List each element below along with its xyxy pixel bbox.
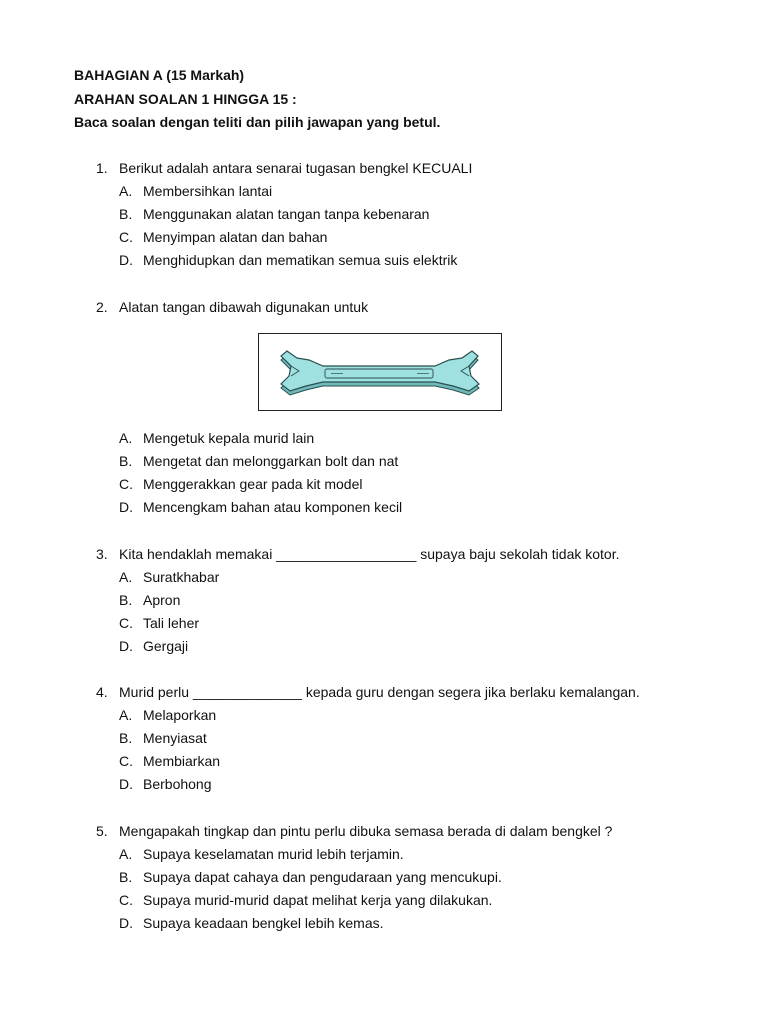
option-text: Melaporkan xyxy=(143,707,217,723)
question-4 xyxy=(96,684,736,799)
option-c[interactable] xyxy=(96,892,736,915)
question-3 xyxy=(96,546,736,661)
question-stem xyxy=(96,684,736,707)
option-text: Membiarkan xyxy=(143,753,221,769)
option-c[interactable] xyxy=(96,615,736,638)
option-letter: A. xyxy=(119,430,133,446)
option-a[interactable] xyxy=(96,569,736,592)
option-letter: D. xyxy=(119,252,133,268)
question-stem xyxy=(96,160,736,183)
option-b[interactable] xyxy=(96,730,736,753)
question-stem xyxy=(96,546,736,569)
option-text: Apron xyxy=(143,592,181,608)
option-letter: D. xyxy=(119,638,133,654)
option-letter: B. xyxy=(119,206,133,222)
instruction-title: ARAHAN SOALAN 1 HINGGA 15 : xyxy=(74,91,297,107)
option-b[interactable] xyxy=(96,206,736,229)
question-text: Kita hendaklah memakai __________________ supaya baju sekolah tidak kotor. xyxy=(119,546,620,562)
option-text: Gergaji xyxy=(143,638,189,654)
option-d[interactable] xyxy=(96,638,736,661)
question-2-options xyxy=(96,430,736,522)
question-stem xyxy=(96,823,736,846)
option-letter: D. xyxy=(119,776,133,792)
question-text: Alatan tangan dibawah digunakan untuk xyxy=(119,299,369,315)
option-text: Menghidupkan dan mematikan semua suis elektrik xyxy=(143,252,458,268)
option-a[interactable] xyxy=(96,430,736,453)
option-c[interactable] xyxy=(96,229,736,252)
option-letter: C. xyxy=(119,615,133,631)
question-text: Berikut adalah antara senarai tugasan bengkel KECUALI xyxy=(119,160,473,176)
option-d[interactable] xyxy=(96,915,736,938)
question-1 xyxy=(96,160,736,275)
question-text: Murid perlu ______________ kepada guru dengan segera jika berlaku kemalangan. xyxy=(119,684,640,700)
option-text: Supaya keselamatan murid lebih terjamin. xyxy=(143,846,404,862)
question-stem xyxy=(96,299,736,322)
option-a[interactable] xyxy=(96,183,736,206)
option-letter: A. xyxy=(119,569,133,585)
option-d[interactable] xyxy=(96,776,736,799)
option-text: Suratkhabar xyxy=(143,569,220,585)
option-text: Mengetat dan melonggarkan bolt dan nat xyxy=(143,453,399,469)
option-text: Supaya dapat cahaya dan pengudaraan yang mencukupi. xyxy=(143,869,502,885)
option-text: Tali leher xyxy=(143,615,200,631)
open-end-wrench-icon xyxy=(259,334,500,409)
option-text: Berbohong xyxy=(143,776,212,792)
question-figure xyxy=(258,333,502,411)
option-letter: A. xyxy=(119,707,133,723)
option-c[interactable] xyxy=(96,753,736,776)
question-number: 1. xyxy=(96,160,108,176)
option-letter: B. xyxy=(119,453,133,469)
option-letter: C. xyxy=(119,476,133,492)
option-text: Mencengkam bahan atau komponen kecil xyxy=(143,499,403,515)
option-b[interactable] xyxy=(96,869,736,892)
option-text: Menggunakan alatan tangan tanpa kebenaran xyxy=(143,206,430,222)
option-text: Mengetuk kepala murid lain xyxy=(143,430,315,446)
option-c[interactable] xyxy=(96,476,736,499)
option-a[interactable] xyxy=(96,846,736,869)
option-letter: A. xyxy=(119,846,133,862)
option-letter: C. xyxy=(119,753,133,769)
option-letter: B. xyxy=(119,869,133,885)
question-number: 5. xyxy=(96,823,108,839)
instruction-text: Baca soalan dengan teliti dan pilih jawapan yang betul. xyxy=(74,114,441,130)
question-5 xyxy=(96,823,736,938)
section-title: BAHAGIAN A (15 Markah) xyxy=(74,67,245,83)
option-d[interactable] xyxy=(96,499,736,522)
question-number: 4. xyxy=(96,684,108,700)
option-text: Menyimpan alatan dan bahan xyxy=(143,229,328,245)
option-letter: B. xyxy=(119,592,133,608)
option-b[interactable] xyxy=(96,453,736,476)
option-d[interactable] xyxy=(96,252,736,275)
option-letter: C. xyxy=(119,229,133,245)
option-b[interactable] xyxy=(96,592,736,615)
option-letter: D. xyxy=(119,915,133,931)
question-number: 3. xyxy=(96,546,108,562)
option-text: Membersihkan lantai xyxy=(143,183,273,199)
option-letter: A. xyxy=(119,183,133,199)
question-number: 2. xyxy=(96,299,108,315)
option-text: Supaya murid-murid dapat melihat kerja yang dilakukan. xyxy=(143,892,493,908)
option-letter: C. xyxy=(119,892,133,908)
question-text: Mengapakah tingkap dan pintu perlu dibuka semasa berada di dalam bengkel ? xyxy=(119,823,613,839)
option-text: Menyiasat xyxy=(143,730,207,746)
question-2-stem xyxy=(96,299,736,322)
option-text: Supaya keadaan bengkel lebih kemas. xyxy=(143,915,384,931)
option-letter: D. xyxy=(119,499,133,515)
option-a[interactable] xyxy=(96,707,736,730)
option-text: Menggerakkan gear pada kit model xyxy=(143,476,363,492)
option-letter: B. xyxy=(119,730,133,746)
